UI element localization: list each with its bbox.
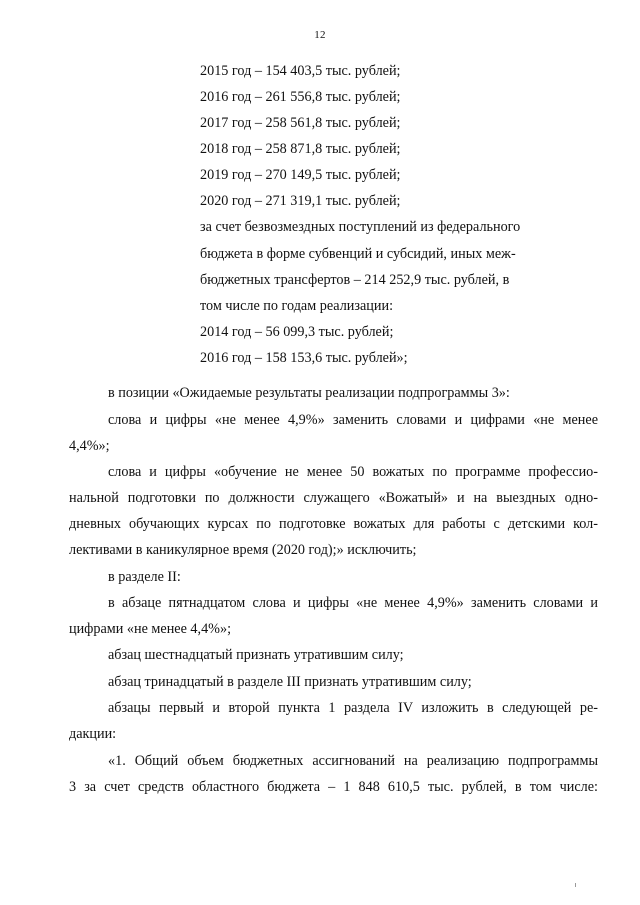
paragraph-expected-results: в позиции «Ожидаемые результаты реализации подпрограммы 3»:: [108, 385, 510, 401]
financing-line-2020: 2020 год – 271 319,1 тыс. рублей;: [200, 193, 401, 209]
paragraph-counselors-line-2: нальной подготовки по должности служащего «Вожатый» и на выездных одно-: [69, 490, 598, 506]
quoted-budget-line-1: «1. Общий объем бюджетных ассигнований на реализацию подпрограммы: [108, 753, 598, 769]
financing-line-2016: 2016 год – 261 556,8 тыс. рублей;: [200, 89, 401, 105]
paragraph-counselors-line-1: слова и цифры «обучение не менее 50 вожатых по программе профессио-: [108, 464, 598, 480]
quoted-budget-line-2: 3 за счет средств областного бюджета – 1 848 610,5 тыс. рублей, в том числе:: [69, 779, 598, 795]
financing-line-2015: 2015 год – 154 403,5 тыс. рублей;: [200, 63, 401, 79]
paragraph-counselors-line-3: дневных обучающих курсах по подготовке вожатых для работы с детскими кол-: [69, 516, 598, 532]
federal-line-2016: 2016 год – 158 153,6 тыс. рублей»;: [200, 350, 408, 366]
paragraph-counselors-line-4: лективами в каникулярное время (2020 год);» исключить;: [69, 542, 417, 558]
federal-line-2014: 2014 год – 56 099,3 тыс. рублей;: [200, 324, 394, 340]
paragraph-section-four-line-2: дакции:: [69, 726, 117, 742]
paragraph-fifteenth-line-2: цифрами «не менее 4,4%»;: [69, 621, 232, 637]
federal-funding-line-1: за счет безвозмездных поступлений из федерального: [200, 219, 521, 235]
paragraph-section-four-line-1: абзацы первый и второй пункта 1 раздела IV изложить в следующей ре-: [108, 700, 598, 716]
paragraph-replace-percent-line-2: 4,4%»;: [69, 438, 110, 454]
federal-funding-line-4: том числе по годам реализации:: [200, 298, 394, 314]
federal-funding-line-3: бюджетных трансфертов – 214 252,9 тыс. рублей, в: [200, 272, 510, 288]
page-number: 12: [314, 29, 326, 41]
financing-line-2019: 2019 год – 270 149,5 тыс. рублей;: [200, 167, 401, 183]
federal-funding-line-2: бюджета в форме субвенций и субсидий, иных меж-: [200, 246, 516, 262]
financing-line-2018: 2018 год – 258 871,8 тыс. рублей;: [200, 141, 401, 157]
paragraph-section-two: в разделе II:: [108, 569, 181, 585]
paragraph-sixteenth-invalid: абзац шестнадцатый признать утратившим силу;: [108, 647, 404, 663]
financing-line-2017: 2017 год – 258 561,8 тыс. рублей;: [200, 115, 401, 131]
paragraph-fifteenth-line-1: в абзаце пятнадцатом слова и цифры «не менее 4,9%» заменить словами и: [108, 595, 598, 611]
paragraph-replace-percent-line-1: слова и цифры «не менее 4,9%» заменить словами и цифрами «не менее: [108, 412, 598, 428]
paragraph-thirteenth-invalid: абзац тринадцатый в разделе III признать утратившим силу;: [108, 674, 472, 690]
scan-mark: [575, 883, 576, 887]
